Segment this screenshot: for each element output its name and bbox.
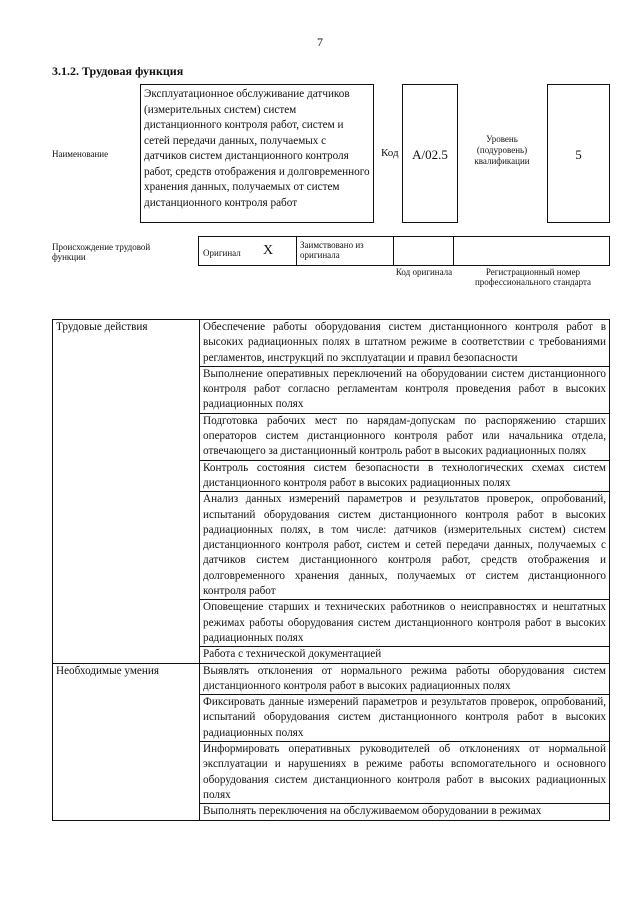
name-label: Наименование: [52, 149, 109, 159]
origin-box: [198, 236, 610, 266]
table-cell: Подготовка рабочих мест по нарядам-допускам по распоряжению старших операторов систем дистанционного контроля работ или начальника отдела, отвечающего за дистанционный контроль работ в высоких радиационных полях: [200, 413, 610, 460]
row-label-required-skills: Необходимые умения: [53, 663, 200, 820]
table-cell: Выполнять переключения на обслуживаемом оборудовании в режимах: [200, 804, 610, 820]
section-title: 3.1.2. Трудовая функция: [52, 64, 184, 78]
page-number: 7: [317, 35, 323, 49]
code-label: Код: [381, 147, 399, 159]
table-cell: Контроль состояния систем безопасности в технологических схемах систем дистанционного контроля работ в высоких радиационных полях: [200, 460, 610, 492]
code-value: А/02.5: [402, 84, 458, 223]
table-cell: Оповещение старших и технических работников о неисправностях и нештатных режимах работы оборудования систем дистанционного контроля работ в высоких радиационных полях: [200, 600, 610, 647]
origin-divider-3: [453, 237, 454, 265]
table-cell: Работа с технической документацией: [200, 647, 610, 663]
level-label: Уровень (подуровень) квалификации: [474, 134, 530, 166]
original-mark: X: [263, 243, 274, 258]
table-cell: Выполнение оперативных переключений на оборудовании систем дистанционного контроля работ согласно регламентам контроля проведения работ в высоких радиационных полях: [200, 366, 610, 413]
original-label: Оригинал: [203, 248, 241, 258]
table-cell: Выявлять отклонения от нормального режима работы оборудования систем дистанционного контроля работ в высоких радиационных полях: [200, 663, 610, 695]
function-name-box: Эксплуатационное обслуживание датчиков (измерительных систем) систем дистанционного контроля работ, систем и сетей передачи данных, получаемых с датчиков систем дистанционного контроля работ, средств отображения и долговременного хранения данных, получаемых от систем дистанционного контроля работ: [140, 84, 374, 223]
origin-divider-2: [393, 237, 394, 265]
code-caption: Код оригинала: [395, 267, 453, 277]
table-row: [53, 320, 610, 367]
row-label-labor-actions: Трудовые действия: [53, 320, 200, 664]
borrowed-label: Заимствовано из оригинала: [300, 240, 364, 260]
origin-label: Происхождение трудовой функции: [52, 242, 151, 262]
level-value: 5: [547, 84, 610, 223]
table-row: [53, 663, 610, 695]
reg-caption: Регистрационный номер профессионального стандарта: [474, 267, 592, 287]
origin-divider-1: [296, 237, 297, 265]
table-cell: Обеспечение работы оборудования систем дистанционного контроля работ в высоких радиационных полях в штатном режиме в соответствии с требованиями регламентов, инструкций по эксплуатации и правил безопасности: [200, 320, 610, 367]
function-table: [52, 319, 610, 821]
table-cell: Фиксировать данные измерений параметров и результатов проверок, опробований, испытаний оборудования систем дистанционного контроля работ в высоких радиационных полях: [200, 695, 610, 742]
table-cell: Анализ данных измерений параметров и результатов проверок, опробований, испытаний оборудования систем дистанционного контроля работ в высоких радиационных полях, в том числе: датчиков (измерительных систем) систем дистанционного контроля работ, систем и сетей передачи данных, получаемых с датчиков систем дистанционного контроля работ, средств отображения и долговременного хранения данных, получаемых от систем дистанционного контроля работ: [200, 492, 610, 600]
table-cell: Информировать оперативных руководителей об отклонениях от нормальной эксплуатации и нарушениях в режиме работы вспомогательного и основного оборудования систем дистанционного контроля работ в высоких радиационных полях: [200, 742, 610, 804]
